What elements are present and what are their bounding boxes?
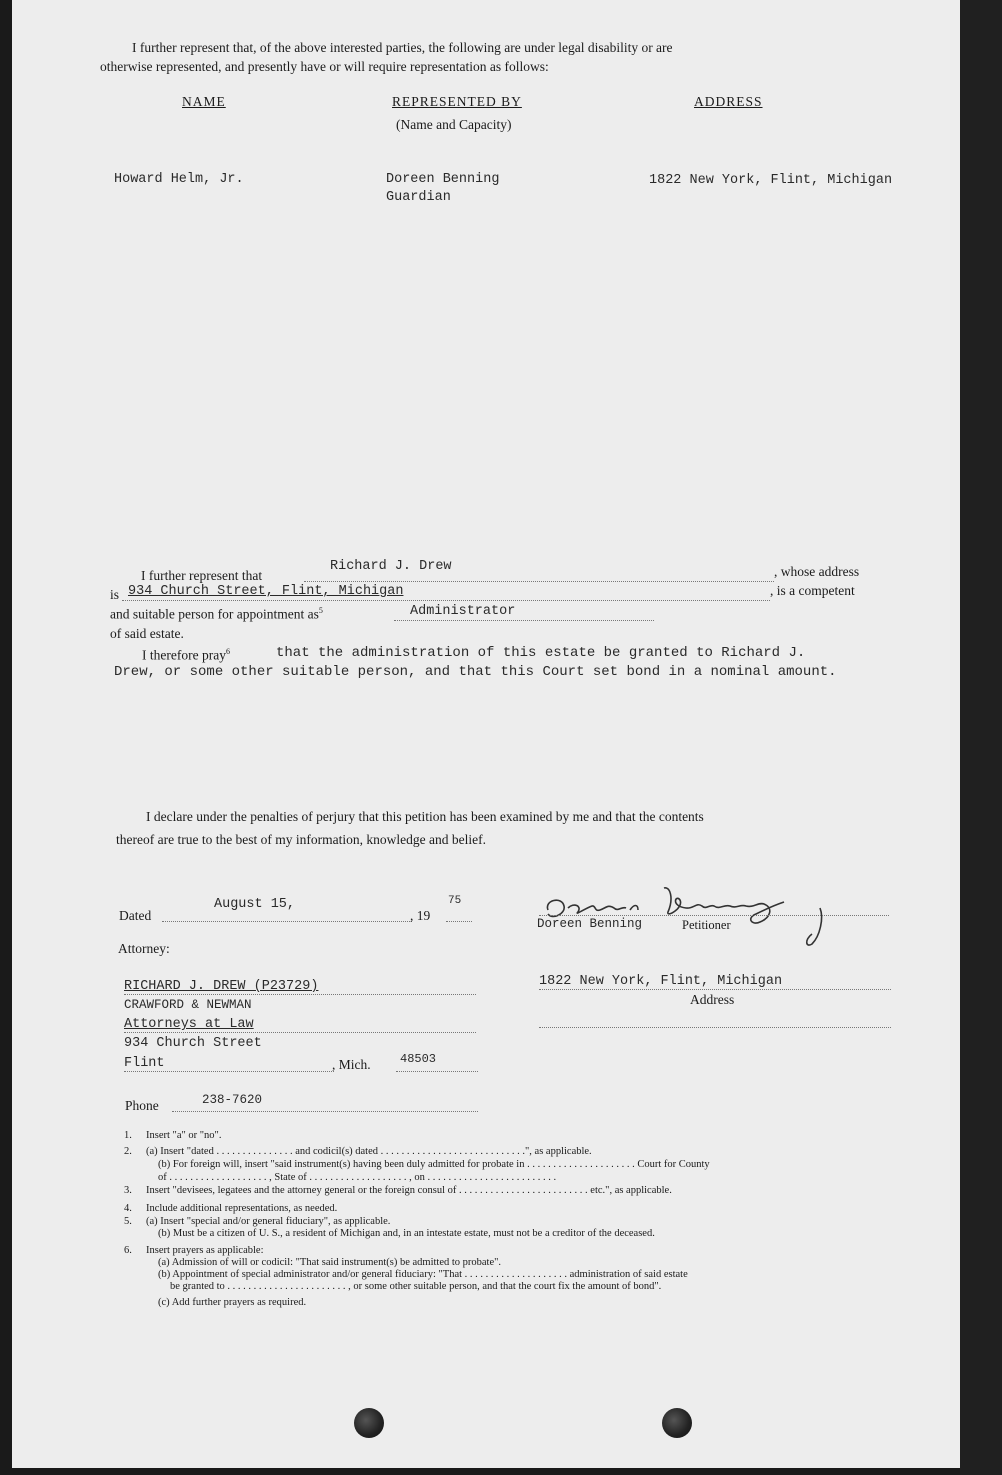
entry-representative-capacity: Guardian [386,190,451,205]
declaration-line-1: I declare under the penalties of perjury that this petition has been examined by me and that the contents [146,809,704,824]
representation-capacity: Administrator [410,604,516,619]
dated-year-prefix: , 19 [410,908,431,923]
representation-competent: , is a competent [770,583,855,598]
footnote-row [124,1185,672,1196]
attorney-name-line [124,993,476,995]
footnote-mark-5: 5 [318,606,323,615]
dated-label: Dated [119,908,152,923]
column-header-address: ADDRESS [694,94,763,109]
representation-whose-address: , whose address [774,564,860,579]
petitioner-label: Petitioner [682,918,731,932]
footnote-text: (a) Admission of will or codicil: "That said instrument(s) be admitted to probate". [158,1257,502,1268]
footnote-text: (a) Insert "special and/or general fiduciary", as applicable. [146,1216,391,1227]
footnote-text: Insert prayers as applicable: [146,1245,264,1256]
intro-line-1: I further represent that, of the above interested parties, the following are under legal disability or are [132,40,673,55]
representation-lead: I further represent that [141,568,263,583]
attorney-street: 934 Church Street [124,1036,262,1051]
intro-line-2: otherwise represented, and presently have or will require representation as follows: [100,59,549,74]
petitioner-name: Doreen Benning [537,917,643,931]
footnote-mark-6: 6 [225,647,230,656]
declaration-line-2: thereof are true to the best of my information, knowledge and belief. [116,832,486,847]
representation-is: is [110,587,120,602]
dated-value: August 15, [214,897,296,912]
representation-estate: of said estate. [110,626,184,641]
footnote-number: 3. [124,1185,132,1196]
attorney-zip-line [396,1070,478,1072]
petitioner-address-line [539,988,891,990]
attorney-city-line [124,1070,334,1072]
footnote-text: be granted to . . . . . . . . . . . . . . . . . . . . . . . , or some other suitable person, and that the court fix the amount of bond". [170,1281,662,1292]
petitioner-address-label: Address [690,992,735,1007]
footnote-row [124,1281,661,1292]
petitioner-signature-line [539,914,889,916]
dated-year-line [446,920,472,922]
footnote-row [124,1159,710,1170]
phone-value: 238-7620 [202,1093,263,1107]
footnote-number: 1. [124,1130,132,1141]
attorney-title-line [124,1031,476,1033]
attorney-state-label: , Mich. [332,1057,371,1072]
footnote-text: (a) Insert "dated . . . . . . . . . . . . . . . and codicil(s) dated . . . . . . . . . . . . . . . . . . . . . . . . . . . .", as applicable. [146,1146,592,1157]
footnote-number: 4. [124,1203,132,1214]
phone-line [172,1110,478,1112]
footnote-row [124,1257,501,1268]
footnote-text: (b) Appointment of special administrator and/or general fiduciary: "That . . . . . . . . . . . . . . . . . . . . administration of said estate [158,1269,688,1280]
footnote-row [124,1203,337,1214]
prayer-text-line-1: that the administration of this estate be granted to Richard J. [276,645,806,661]
footnote-text: Insert "devisees, legatees and the attorney general or the foreign consul of . . . . . . . . . . . . . . . . . . . . . . . . . etc.", as applicable. [146,1185,672,1196]
footnote-row [124,1172,556,1183]
dated-year: 75 [448,895,462,907]
phone-label: Phone [125,1098,159,1113]
attorney-firm: CRAWFORD & NEWMAN [124,998,252,1012]
representation-person-line [304,580,774,582]
column-subheader-name-capacity: (Name and Capacity) [396,117,512,132]
punch-hole-left [354,1408,384,1438]
footnote-text: (b) For foreign will, insert "said instrument(s) having been duly admitted for probate in . . . . . . . . . . . . . . . . . . . . . Court for County [158,1159,710,1170]
prayer-lead [142,647,230,664]
entry-representative-name: Doreen Benning [386,172,500,187]
column-header-name: NAME [182,94,226,109]
footnote-row [124,1216,390,1227]
attorney-label: Attorney: [118,941,170,956]
dated-line [162,920,412,922]
footnote-text: (c) Add further prayers as required. [158,1297,307,1308]
footnote-text: (b) Must be a citizen of U. S., a resident of Michigan and, in an intestate estate, must not be a creditor of the deceased. [158,1228,655,1239]
petitioner-address: 1822 New York, Flint, Michigan [539,974,783,989]
footnote-row [124,1146,592,1157]
representation-person: Richard J. Drew [330,559,452,574]
petitioner-address-line-2 [539,1026,891,1028]
entry-name: Howard Helm, Jr. [114,172,244,187]
entry-address: 1822 New York, Flint, Michigan [649,173,893,188]
attorney-city: Flint [124,1056,165,1071]
column-header-represented-by: REPRESENTED BY [392,94,522,109]
footnote-number: 6. [124,1245,132,1256]
footnote-row [124,1269,688,1280]
footnote-row [124,1228,655,1239]
prayer-text-line-2: Drew, or some other suitable person, and that this Court set bond in a nominal amount. [114,664,837,680]
footnote-row [124,1297,306,1308]
representation-capacity-line [394,619,654,621]
footnote-row [124,1245,264,1256]
representation-suitable [110,606,323,623]
footnote-number: 5. [124,1216,132,1227]
representation-address: 934 Church Street, Flint, Michigan [128,584,404,599]
representation-address-line [122,599,770,601]
footnote-text: of . . . . . . . . . . . . . . . . . . . , State of . . . . . . . . . . . . . . . . . . . , on . . . . . . . . . . . . . . . . . . . . . . . . . [158,1172,557,1183]
prayer-lead-text: I therefore pray [142,647,226,663]
punch-hole-right [662,1408,692,1438]
scan-edge [960,0,1002,1475]
footnote-number: 2. [124,1146,132,1157]
footnote-row [124,1130,221,1141]
attorney-zip: 48503 [400,1052,437,1066]
attorney-name: RICHARD J. DREW (P23729) [124,979,319,994]
document-page [12,0,960,1468]
representation-suitable-text: and suitable person for appointment as [110,606,319,622]
petitioner-signature [534,878,834,948]
footnote-text: Insert "a" or "no". [146,1130,222,1141]
attorney-title: Attorneys at Law [124,1017,254,1032]
footnote-text: Include additional representations, as needed. [146,1203,338,1214]
